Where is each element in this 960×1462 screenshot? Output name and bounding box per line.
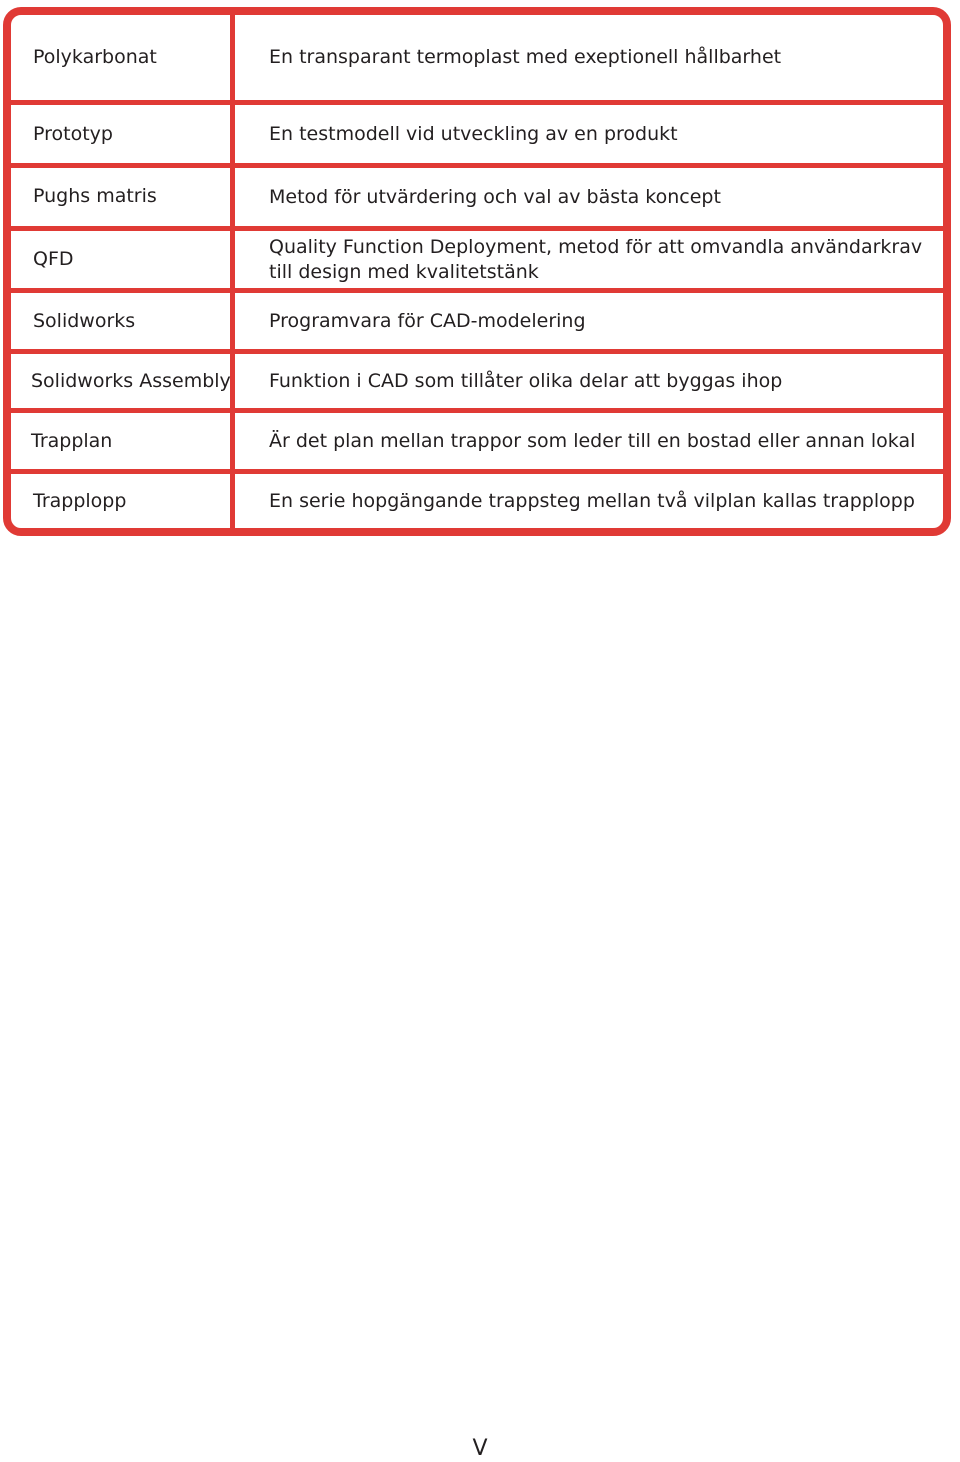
term-cell: QFD bbox=[33, 248, 74, 270]
glossary-table bbox=[3, 7, 951, 536]
definition-cell: En serie hopgängande trappsteg mellan två vilplan kallas trapplopp bbox=[269, 489, 915, 512]
definition-cell: Är det plan mellan trappor som leder till en bostad eller annan lokal bbox=[269, 429, 916, 452]
definition-cell: Quality Function Deployment, metod för att omvandla användarkrav till design med kvalitetstänk bbox=[269, 235, 923, 283]
term-cell: Solidworks bbox=[33, 309, 136, 332]
table-row bbox=[11, 293, 943, 354]
definition-cell: En transparant termoplast med exeptionell hållbarhet bbox=[269, 46, 782, 68]
definition-cell: Funktion i CAD som tillåter olika delar att byggas ihop bbox=[269, 369, 783, 392]
table-row bbox=[11, 168, 943, 231]
definition-cell: Programvara för CAD-modelering bbox=[269, 309, 586, 332]
term-cell: Polykarbonat bbox=[33, 46, 157, 68]
definition-cell: Metod för utvärdering och val av bästa koncept bbox=[269, 185, 721, 208]
table-row bbox=[11, 105, 943, 168]
page-number: V bbox=[472, 1436, 488, 1461]
term-cell: Solidworks Assembly bbox=[31, 369, 231, 392]
term-cell: Pughs matris bbox=[33, 185, 157, 207]
table-row bbox=[11, 231, 943, 293]
table-row bbox=[11, 354, 943, 413]
term-cell: Trapplan bbox=[31, 429, 113, 452]
table-row bbox=[11, 15, 943, 105]
definition-cell: En testmodell vid utveckling av en produkt bbox=[269, 122, 678, 145]
term-cell: Trapplopp bbox=[33, 489, 127, 512]
table-row bbox=[11, 474, 943, 528]
table-row bbox=[11, 413, 943, 474]
term-cell: Prototyp bbox=[33, 122, 113, 145]
